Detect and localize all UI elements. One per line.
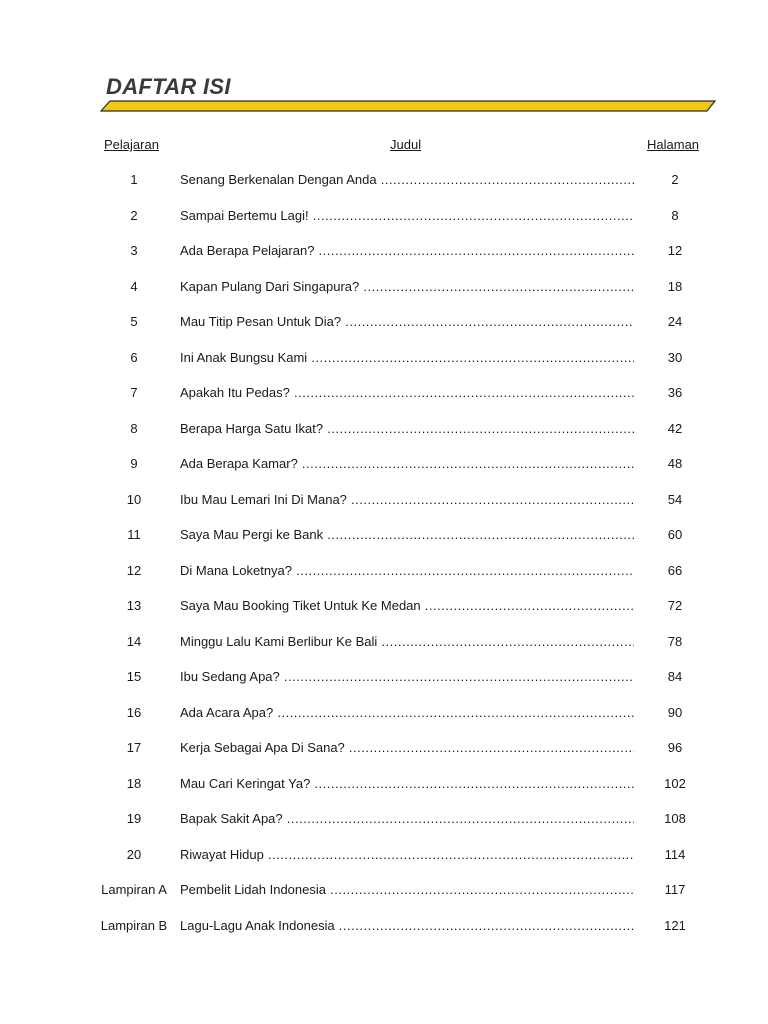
entry-lesson: 15 bbox=[126, 669, 142, 684]
entry-lesson: Lampiran B bbox=[100, 917, 168, 933]
entry-lesson: 1 bbox=[130, 172, 138, 187]
toc-entry bbox=[0, 447, 768, 483]
toc-entry bbox=[0, 412, 768, 448]
entry-title: Kapan Pulang Dari Singapura? ..... bbox=[180, 279, 634, 294]
entry-lesson: 11 bbox=[127, 527, 141, 542]
toc-entry bbox=[0, 554, 768, 590]
entry-page: 114 bbox=[664, 846, 686, 862]
entry-page: 117 bbox=[664, 882, 686, 897]
entry-lesson: 16 bbox=[126, 704, 142, 720]
entry-lesson: 8 bbox=[130, 420, 138, 436]
title-underline-bar bbox=[100, 100, 716, 112]
toc-entry bbox=[0, 838, 768, 874]
entry-lesson: 7 bbox=[130, 385, 138, 400]
entry-lesson: 5 bbox=[130, 314, 138, 329]
header-title: Judul bbox=[390, 137, 422, 152]
entry-page: 12 bbox=[667, 243, 683, 258]
entry-lesson: 17 bbox=[126, 740, 142, 755]
entry-lesson: 4 bbox=[130, 278, 138, 294]
entry-page: 108 bbox=[664, 811, 686, 826]
entry-title: Mau Cari Keringat Ya? ..... bbox=[180, 776, 634, 791]
entry-lesson: 18 bbox=[126, 775, 142, 791]
toc-entry bbox=[0, 305, 768, 341]
entry-page: 18 bbox=[667, 278, 683, 294]
entry-page: 121 bbox=[664, 917, 686, 933]
entry-lesson: 20 bbox=[126, 846, 142, 862]
toc-entry bbox=[0, 270, 768, 306]
entry-page: 90 bbox=[667, 704, 683, 720]
header-page: Halaman bbox=[647, 137, 700, 152]
entry-title: Sampai Bertemu Lagi! ..... bbox=[180, 208, 634, 223]
entry-page: 36 bbox=[667, 385, 683, 400]
entry-title: Mau Titip Pesan Untuk Dia? ..... bbox=[180, 314, 634, 329]
entry-lesson: 2 bbox=[130, 207, 138, 223]
entry-page: 30 bbox=[667, 349, 683, 365]
toc-entry bbox=[0, 483, 768, 519]
entry-title: Ada Acara Apa? ..... bbox=[180, 705, 634, 720]
toc-list bbox=[0, 163, 768, 944]
toc-entry bbox=[0, 731, 768, 767]
entry-title: Lagu-Lagu Anak Indonesia ..... bbox=[180, 918, 634, 933]
toc-entry bbox=[0, 589, 768, 625]
entry-title: Minggu Lalu Kami Berlibur Ke Bali ..... bbox=[180, 634, 634, 649]
entry-page: 84 bbox=[667, 669, 683, 684]
entry-page: 42 bbox=[667, 420, 683, 436]
entry-title: Apakah Itu Pedas? ..... bbox=[180, 385, 634, 400]
entry-page: 66 bbox=[667, 562, 683, 578]
entry-lesson: 12 bbox=[126, 562, 142, 578]
header-lesson: Pelajaran bbox=[104, 137, 159, 152]
entry-lesson: Lampiran A bbox=[101, 882, 167, 897]
entry-title: Ada Berapa Pelajaran? ..... bbox=[180, 243, 634, 258]
toc-entry bbox=[0, 909, 768, 945]
entry-page: 2 bbox=[671, 172, 679, 187]
entry-title: Ibu Sedang Apa? ..... bbox=[180, 669, 634, 684]
entry-title: Berapa Harga Satu Ikat? ..... bbox=[180, 421, 634, 436]
entry-lesson: 6 bbox=[130, 349, 138, 365]
entry-title: Riwayat Hidup ..... bbox=[180, 847, 634, 862]
entry-page: 60 bbox=[667, 527, 683, 542]
entry-title: Senang Berkenalan Dengan Anda ..... bbox=[180, 172, 634, 187]
toc-entry bbox=[0, 199, 768, 235]
entry-page: 72 bbox=[667, 598, 683, 613]
toc-entry bbox=[0, 660, 768, 696]
entry-page: 78 bbox=[667, 633, 683, 649]
toc-entry bbox=[0, 802, 768, 838]
toc-entry bbox=[0, 696, 768, 732]
entry-page: 8 bbox=[671, 207, 679, 223]
entry-page: 96 bbox=[667, 740, 683, 755]
toc-header-row bbox=[0, 137, 768, 155]
entry-title: Kerja Sebagai Apa Di Sana? ..... bbox=[180, 740, 634, 755]
entry-title: Ibu Mau Lemari Ini Di Mana? ..... bbox=[180, 492, 634, 507]
entry-title: Saya Mau Booking Tiket Untuk Ke Medan ..... bbox=[180, 598, 634, 613]
entry-title: Di Mana Loketnya? ..... bbox=[180, 563, 634, 578]
toc-entry bbox=[0, 767, 768, 803]
toc-entry bbox=[0, 625, 768, 661]
toc-entry bbox=[0, 341, 768, 377]
entry-title: Ada Berapa Kamar? ..... bbox=[180, 456, 634, 471]
entry-title: Ini Anak Bungsu Kami ..... bbox=[180, 350, 634, 365]
entry-lesson: 14 bbox=[126, 633, 142, 649]
entry-page: 54 bbox=[667, 491, 683, 507]
toc-entry bbox=[0, 873, 768, 909]
entry-lesson: 19 bbox=[126, 811, 142, 826]
toc-entry bbox=[0, 518, 768, 554]
toc-entry bbox=[0, 234, 768, 270]
entry-title: Pembelit Lidah Indonesia ..... bbox=[180, 882, 634, 897]
entry-title: Bapak Sakit Apa? ..... bbox=[180, 811, 634, 826]
toc-entry bbox=[0, 163, 768, 199]
entry-lesson: 3 bbox=[130, 243, 138, 258]
entry-lesson: 9 bbox=[130, 456, 138, 471]
entry-lesson: 13 bbox=[126, 598, 142, 613]
entry-lesson: 10 bbox=[126, 491, 142, 507]
page-title: DAFTAR ISI bbox=[106, 74, 231, 99]
toc-entry bbox=[0, 376, 768, 412]
entry-title: Saya Mau Pergi ke Bank ..... bbox=[180, 527, 634, 542]
entry-page: 48 bbox=[667, 456, 683, 471]
entry-page: 102 bbox=[664, 775, 686, 791]
entry-page: 24 bbox=[667, 314, 683, 329]
